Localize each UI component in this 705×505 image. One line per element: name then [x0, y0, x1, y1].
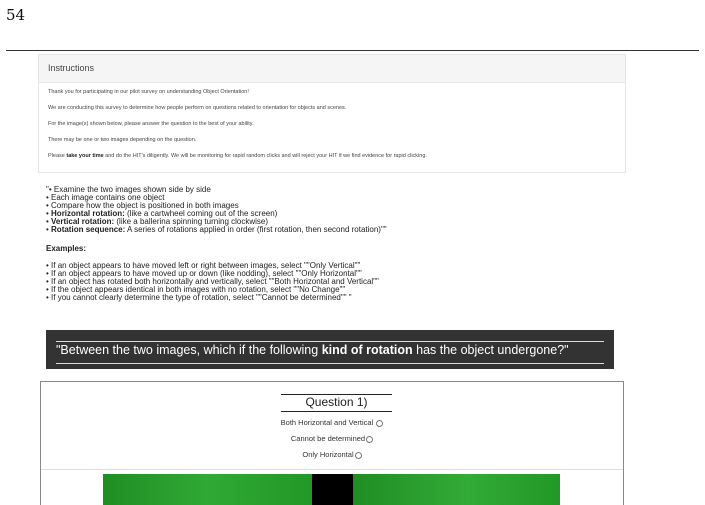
examples-heading: Examples: [46, 243, 87, 253]
option-both-horizontal-vertical[interactable] [41, 418, 623, 434]
task-bullet: • Compare how the object is positioned in both images [46, 201, 239, 211]
right-image [353, 474, 560, 505]
instructions-warning-bold: take your time [66, 153, 104, 159]
instructions-title: Instructions [39, 55, 625, 83]
instructions-warning-prefix: Please [48, 153, 67, 159]
question-title-rule-bottom [281, 411, 392, 412]
banner-rule-top [56, 341, 604, 342]
option-label: Both Horizontal and Vertical [280, 418, 376, 427]
instructions-line: For the image(s) shown below, please answer the question to the best of your ability. [48, 121, 254, 127]
question-banner-text: "Between the two images, which if the following kind of rotation has the object undergone?" [56, 343, 569, 357]
radio-both-horizontal-vertical[interactable] [376, 420, 383, 427]
instructions-warning-suffix: and do the HIT's diligently. We will be monitoring for rapid random clicks and will reject your HIT if we find evidence for rapid clicking. [103, 153, 427, 159]
page-number: 54 [6, 6, 26, 24]
instructions-line: We are conducting this survey to determine how people perform on questions related to orientation for objects and scenes. [48, 105, 347, 111]
option-only-horizontal[interactable] [41, 450, 623, 466]
option-label: Only Horizontal [302, 450, 354, 459]
instructions-line: Thank you for participating in our pilot survey on understanding Object Orientation! [48, 89, 249, 95]
radio-cannot-be-determined[interactable] [366, 436, 373, 443]
task-bullet: "• Examine the two images shown side by side [46, 185, 211, 194]
image-separator [312, 474, 353, 505]
task-bullet-horizontal-rotation: • Horizontal rotation: (like a cartwheel coming out of the screen) [46, 209, 278, 219]
instructions-body [39, 83, 625, 160]
instructions-line-warning [48, 153, 616, 160]
instructions-panel [38, 54, 626, 173]
example-item: • If the object appears identical in both images with no rotation, select ""No Change"" [46, 284, 346, 294]
task-bullet: • Each image contains one object [46, 193, 165, 203]
radio-only-horizontal[interactable] [355, 452, 362, 459]
example-item: • If an object appears to have moved up or down (like nodding), select ""Only Horizontal"" [46, 268, 362, 278]
banner-rule-bottom [56, 363, 604, 364]
option-cannot-be-determined[interactable] [41, 434, 623, 450]
question-banner [46, 330, 614, 369]
example-item: • If an object has rotated both horizontally and vertically, select ""Both Horizontal and Vertical"" [46, 276, 379, 286]
header-rule [6, 50, 699, 51]
instructions-line: There may be one or two images depending on the question. [48, 137, 197, 143]
comparison-images [103, 474, 560, 505]
question-box [40, 381, 624, 505]
option-label: Cannot be determined [290, 434, 366, 443]
example-item: • If an object appears to have moved left or right between images, select ""Only Vertical"" [46, 260, 361, 270]
task-bullet-vertical-rotation: • Vertical rotation: (like a ballerina spinning turning clockwise) [46, 217, 269, 227]
left-image [103, 474, 312, 505]
example-item: • If you cannot clearly determine the type of rotation, select ""Cannot be determined"" " [46, 293, 352, 303]
answer-options [41, 418, 623, 466]
task-description [46, 186, 646, 302]
question-title-rule-top [281, 394, 392, 395]
task-bullet-rotation-sequence: • Rotation sequence: A series of rotations applied in order (first rotation, then second rotation)"" [46, 225, 387, 235]
question-title: Question 1) [281, 395, 392, 409]
question-divider [41, 469, 623, 470]
